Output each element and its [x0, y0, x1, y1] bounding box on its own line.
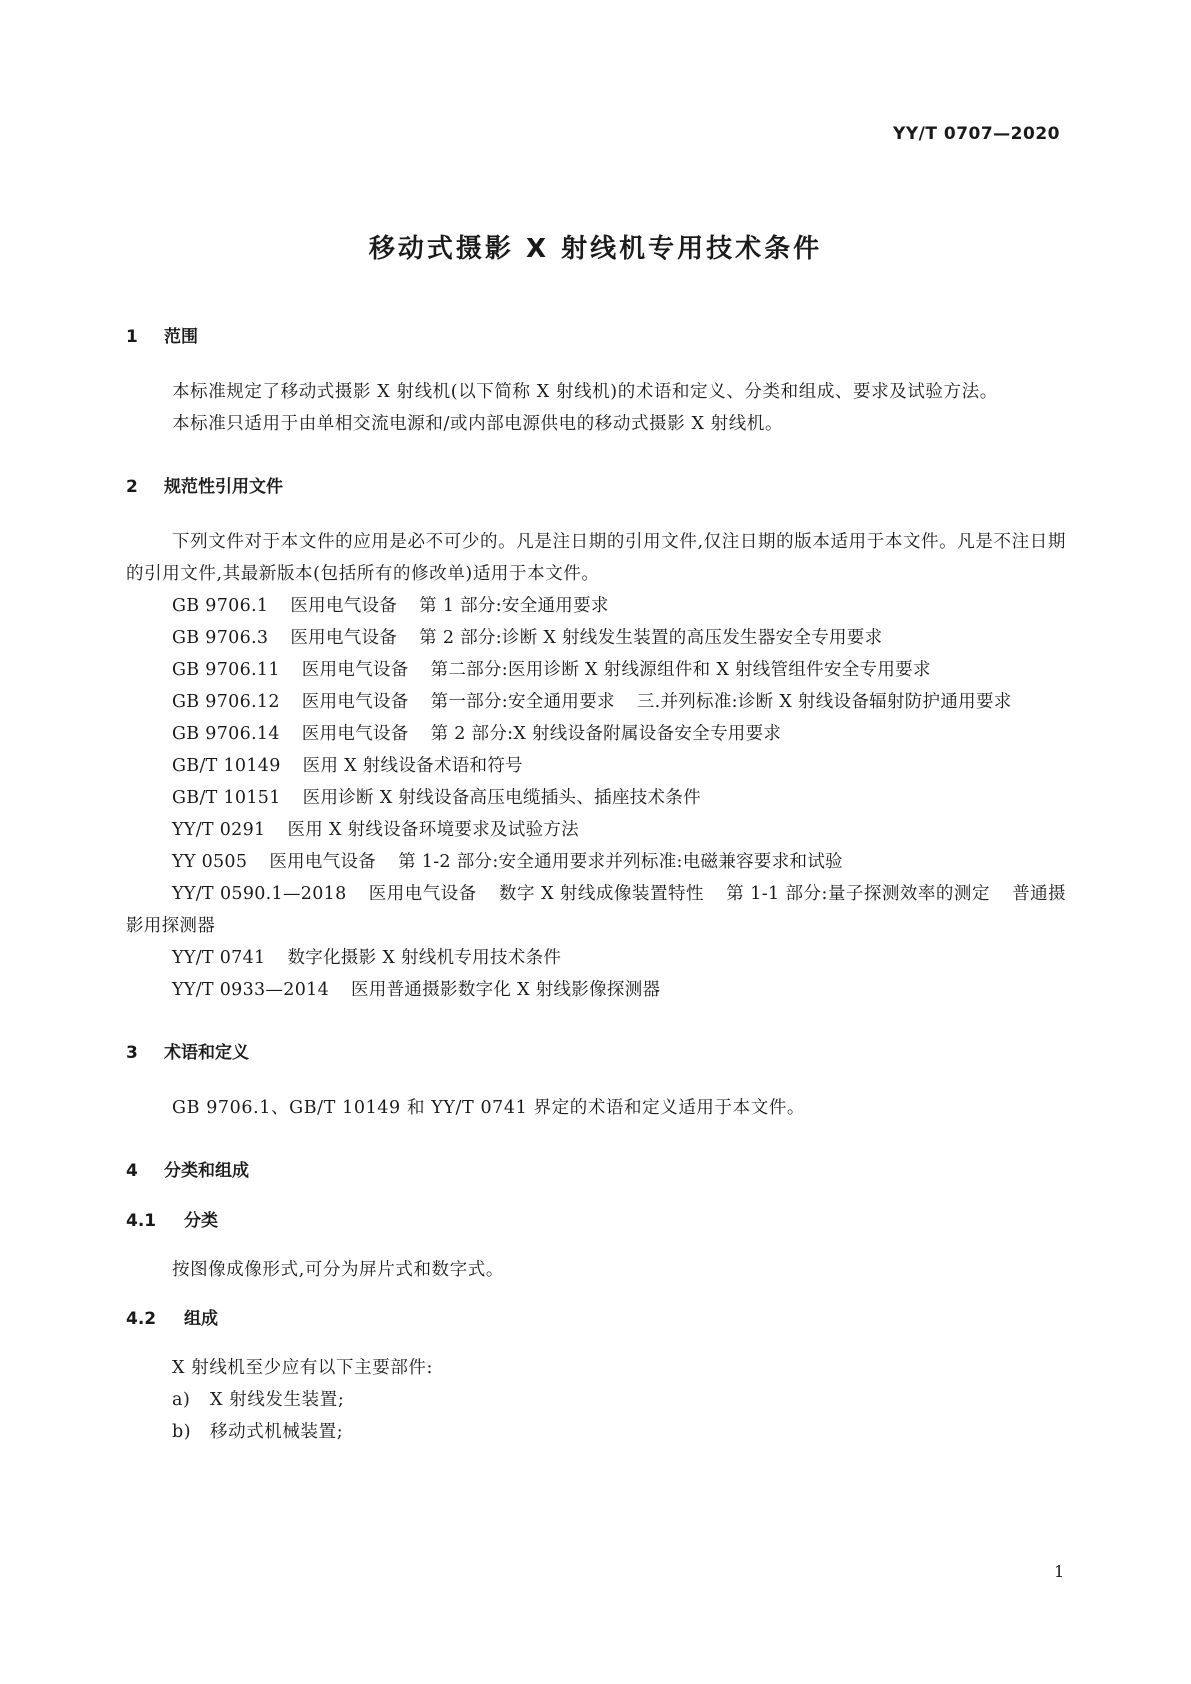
reference-title-part: 医用电气设备: [301, 692, 409, 712]
subsection-title: 组成: [184, 1309, 218, 1329]
section-number: 3: [126, 1043, 138, 1063]
list-text: X 射线发生装置;: [210, 1390, 345, 1410]
section-number: 2: [126, 477, 138, 497]
paragraph: 本标准只适用于由单相交流电源和/或内部电源供电的移动式摄影 X 射线机。: [172, 414, 784, 434]
reference-item: [126, 686, 1066, 718]
reference-title-part: 医用电气设备: [301, 724, 409, 744]
reference-item: [126, 942, 1066, 974]
subsection-title: 分类: [184, 1211, 218, 1231]
reference-list: [126, 590, 1066, 1006]
reference-item: [126, 718, 1066, 750]
reference-code: GB/T 10151: [172, 788, 281, 808]
reference-item: [126, 974, 1066, 1006]
reference-title-part: 普通摄影用探测器: [126, 884, 1066, 936]
reference-item: [126, 846, 1066, 878]
reference-title-part: 第 2 部分:诊断 X 射线发生装置的高压发生器安全专用要求: [419, 628, 883, 648]
reference-item: [126, 622, 1066, 654]
reference-title-part: 医用 X 射线设备术语和符号: [302, 756, 523, 776]
reference-code: GB 9706.1: [172, 596, 269, 616]
reference-item: [126, 878, 1066, 942]
list-item: [126, 1384, 1066, 1416]
reference-title-part: 医用普通摄影数字化 X 射线影像探测器: [351, 980, 661, 1000]
list-item: [126, 1416, 1066, 1448]
section-number: 4: [126, 1161, 138, 1181]
paragraph: 按图像成像形式,可分为屏片式和数字式。: [172, 1260, 504, 1280]
reference-code: GB 9706.12: [172, 692, 280, 712]
page-number: 1: [1054, 1562, 1065, 1581]
paragraph: X 射线机至少应有以下主要部件:: [172, 1358, 434, 1378]
subsection-number: 4.2: [126, 1309, 157, 1329]
subsection-heading-composition: [126, 1302, 1066, 1336]
reference-code: GB/T 10149: [172, 756, 281, 776]
reference-title-part: 第 1-1 部分:量子探测效率的测定: [726, 884, 990, 904]
reference-title-part: 医用诊断 X 射线设备高压电缆插头、插座技术条件: [302, 788, 701, 808]
reference-code: YY/T 0933—2014: [172, 980, 330, 1000]
list-text: 移动式机械装置;: [210, 1422, 344, 1442]
standard-code: YY/T 0707—2020: [893, 124, 1060, 144]
document-title: 移动式摄影 X 射线机专用技术条件: [368, 234, 823, 264]
reference-title-part: 数字 X 射线成像装置特性: [498, 884, 704, 904]
reference-title-part: 医用电气设备: [290, 628, 398, 648]
reference-title-part: 第 2 部分:X 射线设备附属设备安全专用要求: [430, 724, 782, 744]
section-heading-scope: [126, 320, 1066, 354]
reference-item: [126, 750, 1066, 782]
reference-code: GB 9706.11: [172, 660, 280, 680]
reference-item: [126, 654, 1066, 686]
document-body: [126, 320, 1066, 1448]
reference-item: [126, 814, 1066, 846]
reference-title-part: 医用电气设备: [269, 852, 377, 872]
reference-item: [126, 782, 1066, 814]
section-title: 分类和组成: [164, 1161, 249, 1181]
paragraph: 下列文件对于本文件的应用是必不可少的。凡是注日期的引用文件,仅注日期的版本适用于本文件。凡是不注日期的引用文件,其最新版本(包括所有的修改单)适用于本文件。: [126, 532, 1066, 584]
reference-code: YY/T 0741: [172, 948, 266, 968]
section-title: 范围: [164, 327, 198, 347]
reference-code: GB 9706.14: [172, 724, 280, 744]
section-heading-normative-references: [126, 470, 1066, 504]
reference-code: GB 9706.3: [172, 628, 269, 648]
reference-item: [126, 590, 1066, 622]
reference-title-part: 三.并列标准:诊断 X 射线设备辐射防护通用要求: [636, 692, 1012, 712]
section-title: 术语和定义: [164, 1043, 249, 1063]
paragraph: GB 9706.1、GB/T 10149 和 YY/T 0741 界定的术语和定义适用于本文件。: [172, 1098, 806, 1118]
reference-title-part: 第 1 部分:安全通用要求: [419, 596, 609, 616]
reference-title-part: 医用电气设备: [301, 660, 409, 680]
reference-title-part: 医用电气设备: [290, 596, 398, 616]
section-heading-classification: [126, 1154, 1066, 1188]
reference-title-part: 第一部分:安全通用要求: [430, 692, 615, 712]
section-title: 规范性引用文件: [164, 477, 283, 497]
section-number: 1: [126, 327, 138, 347]
section-heading-terms: [126, 1036, 1066, 1070]
reference-title-part: 第 1-2 部分:安全通用要求并列标准:电磁兼容要求和试验: [398, 852, 843, 872]
reference-code: YY 0505: [172, 852, 248, 872]
list-mark: b): [172, 1422, 192, 1442]
reference-code: YY/T 0291: [172, 820, 266, 840]
reference-title-part: 医用 X 射线设备环境要求及试验方法: [287, 820, 579, 840]
reference-title-part: 第二部分:医用诊断 X 射线源组件和 X 射线管组件安全专用要求: [430, 660, 931, 680]
subsection-number: 4.1: [126, 1211, 157, 1231]
subsection-heading-classification: [126, 1204, 1066, 1238]
reference-title-part: 医用电气设备: [368, 884, 477, 904]
paragraph: 本标准规定了移动式摄影 X 射线机(以下简称 X 射线机)的术语和定义、分类和组成、要求及试验方法。: [172, 382, 998, 402]
reference-code: YY/T 0590.1—2018: [172, 884, 347, 904]
list-mark: a): [172, 1390, 191, 1410]
reference-title-part: 数字化摄影 X 射线机专用技术条件: [287, 948, 562, 968]
